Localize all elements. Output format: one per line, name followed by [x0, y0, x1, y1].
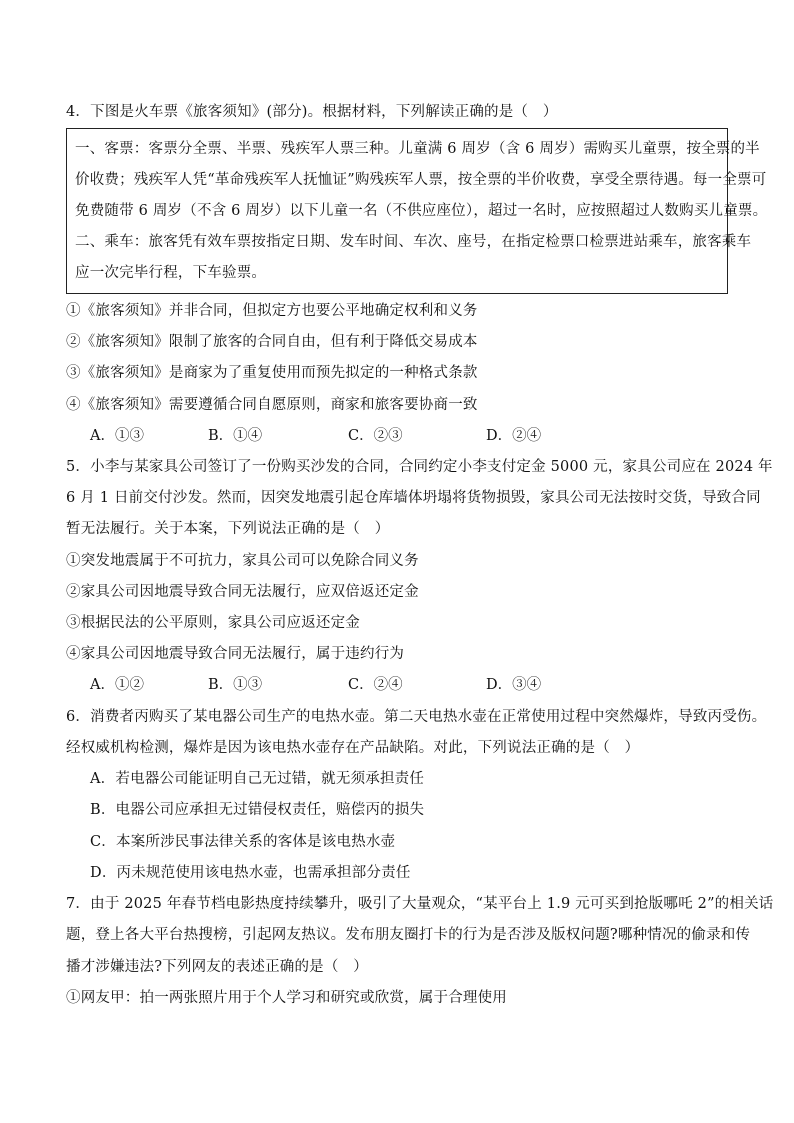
q4-material-box — [66, 128, 768, 294]
q6-stem-line-2: 经权威机构检测，爆炸是因为该电热水壶存在产品缺陷。对此，下列说法正确的是（ ） — [66, 740, 640, 756]
q7-stem-line-3: 播才涉嫌违法?下列网友的表述正确的是（ ） — [66, 959, 368, 975]
q5-item-1: ①突发地震属于不可抗力，家具公司可以免除合同义务 — [66, 553, 419, 569]
q4-material-line: 一、客票：客票分全票、半票、残疾军人票三种。儿童满 6 周岁（含 6 周岁）需购买儿童票，按全票的半 — [75, 141, 760, 157]
q5-option-a: A．①② — [90, 677, 144, 693]
q5-stem-line-2: 6 月 1 日前交付沙发。然而，因突发地震引起仓库墙体坍塌将货物损毁，家具公司无法按时交货，导致合同 — [66, 490, 761, 506]
q4-option-a: A．①③ — [90, 428, 144, 444]
q5-options — [90, 675, 650, 695]
q4-item-2: ②《旅客须知》限制了旅客的合同自由，但有利于降低交易成本 — [66, 334, 478, 350]
q4-option-c: C．②③ — [348, 428, 403, 444]
q4-option-d: D．②④ — [486, 428, 542, 444]
q4-item-3: ③《旅客须知》是商家为了重复使用而预先拟定的一种格式条款 — [66, 365, 478, 381]
q7-stem-line-1: 7．由于 2025 年春节档电影热度持续攀升，吸引了大量观众，“某平台上 1.9 元可买到抢版哪吒 2”的相关话 — [66, 896, 774, 912]
q4-material-line: 应一次完毕行程，下车验票。 — [75, 265, 267, 281]
q5-item-4: ④家具公司因地震导致合同无法履行，属于违约行为 — [66, 646, 405, 662]
q5-stem-line-3: 暂无法履行。关于本案，下列说法正确的是（ ） — [66, 521, 390, 537]
q4-stem: 4．下图是火车票《旅客须知》(部分)。根据材料，下列解读正确的是（ ） — [66, 104, 558, 120]
q4-material-line: 免费随带 6 周岁（不含 6 周岁）以下儿童一名（不供应座位），超过一名时，应按照超过人数购买儿童票。 — [75, 203, 768, 219]
q7-stem-line-2: 题，登上各大平台热搜榜，引起网友热议。发布朋友圈打卡的行为是否涉及版权问题?哪种情况的偷录和传 — [66, 927, 751, 943]
q4-material-line: 二、乘车：旅客凭有效车票按指定日期、发车时间、车次、座号，在指定检票口检票进站乘车，旅客乘车 — [75, 234, 752, 250]
q4-material-line: 价收费；残疾军人凭“革命残疾军人抚恤证”购残疾军人票，按全票的半价收费，享受全票待遇。每一全票可 — [75, 172, 767, 188]
q6-choice-b: B．电器公司应承担无过错侵权责任，赔偿丙的损失 — [90, 802, 425, 818]
q6-stem-line-1: 6．消费者丙购买了某电器公司生产的电热水壶。第二天电热水壶在正常使用过程中突然爆炸，导致丙受伤。 — [66, 709, 767, 725]
q4-options — [90, 426, 650, 446]
q7-item-1: ①网友甲：拍一两张照片用于个人学习和研究或欣赏，属于合理使用 — [66, 990, 507, 1006]
q5-option-b: B．①③ — [208, 677, 263, 693]
q6-choice-d: D．丙未规范使用该电热水壶，也需承担部分责任 — [90, 865, 411, 881]
q5-option-d: D．③④ — [486, 677, 542, 693]
q6-choice-a: A．若电器公司能证明自己无过错，就无须承担责任 — [90, 771, 425, 787]
q5-item-3: ③根据民法的公平原则，家具公司应返还定金 — [66, 615, 360, 631]
q6-choice-c: C．本案所涉民事法律关系的客体是该电热水壶 — [90, 834, 396, 850]
q5-item-2: ②家具公司因地震导致合同无法履行，应双倍返还定金 — [66, 584, 419, 600]
q4-option-b: B．①④ — [208, 428, 263, 444]
q4-item-1: ①《旅客须知》并非合同，但拟定方也要公平地确定权利和义务 — [66, 303, 478, 319]
q5-option-c: C．②④ — [348, 677, 403, 693]
q5-stem-line-1: 5．小李与某家具公司签订了一份购买沙发的合同，合同约定小李支付定金 5000 元，家具公司应在 2024 年 — [66, 459, 773, 475]
q4-item-4: ④《旅客须知》需要遵循合同自愿原则，商家和旅客要协商一致 — [66, 397, 478, 413]
